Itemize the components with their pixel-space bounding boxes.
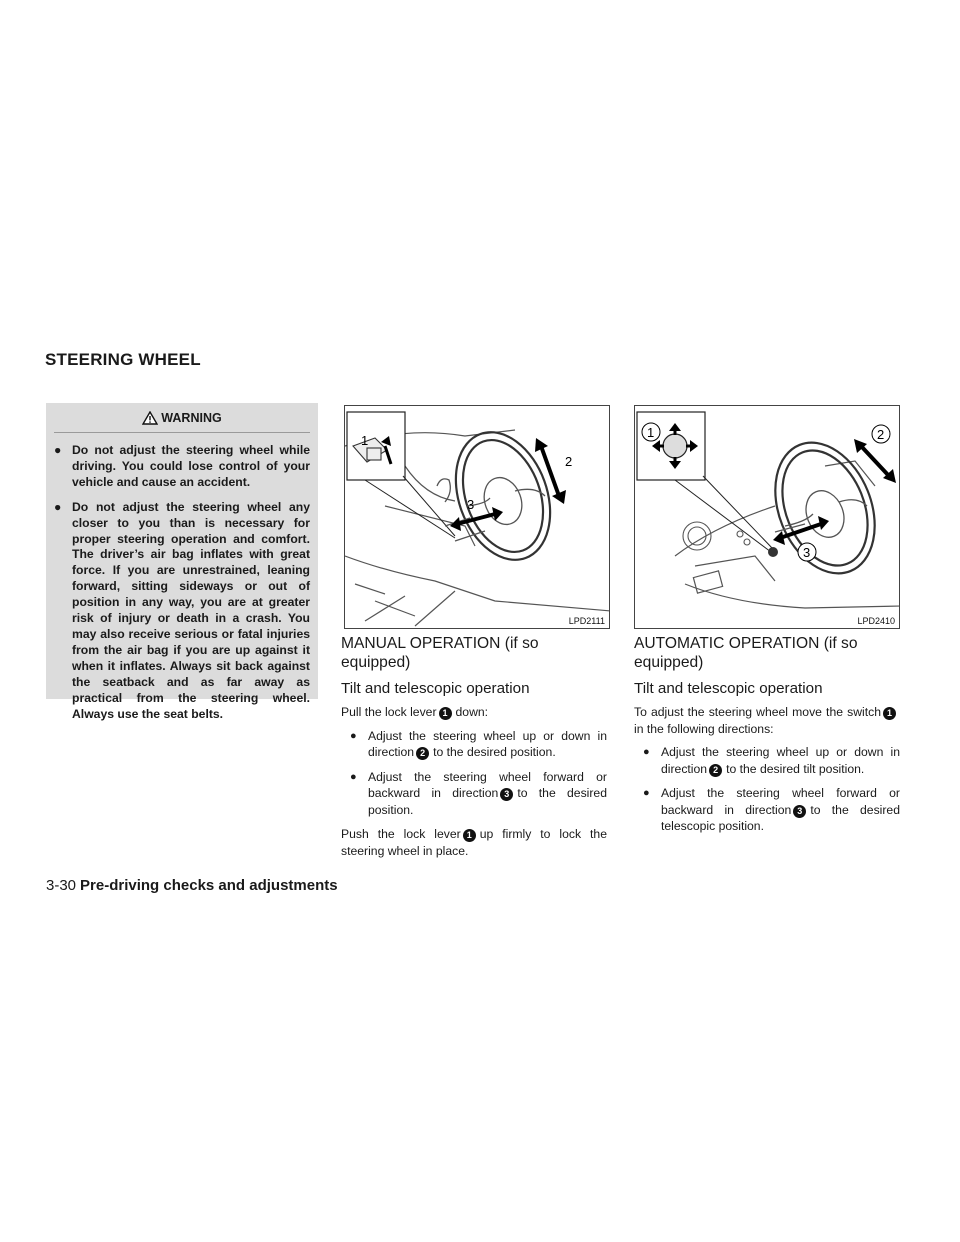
text-run: to the desired tilt position. [726,761,865,776]
text-run: to the desired position. [368,786,607,817]
callout-number-3: 3 [793,805,806,818]
text-run: down: [455,705,489,719]
text-run: Adjust the steering wheel forward or backward in direction [368,769,607,800]
figure-code: LPD2410 [857,616,895,626]
page-footer [46,877,338,894]
automatic-tilt-telescopic-subheading: Tilt and telescopic operation [634,680,823,697]
bullet: ● [643,746,650,758]
callout-1-label: 1 [361,433,369,448]
callout-number-1: 1 [463,829,476,842]
automatic-operation-section [634,634,900,843]
callout-number-2: 2 [416,747,429,760]
manual-steering-drawing [345,406,610,629]
bullet: ● [350,770,357,783]
callout-number-3: 3 [500,788,513,801]
warning-item-text: Do not adjust the steering wheel any closer to you than is necessary for proper steering operation and comfort. The driver’s air bag inflates with great force. If you are unrestrained, leaning forward, sitting sideways or out of position in any way, you are at greater risk of injury or death in a crash. You may also receive serious or fatal injuries from the air bag if you are up against it when it inflates. Always sit back against the seatback and as far away as practical from the steering wheel. Always use the seat belts. [72,499,310,721]
manual-operation-heading: MANUAL OPERATION (if so equipped) [341,635,539,671]
text-run: Pull the lock lever [341,705,437,719]
callout-1 [642,423,660,441]
chapter-title: Pre-driving checks and adjustments [80,877,338,894]
figure-code: LPD2111 [568,616,605,626]
callout-2 [872,425,890,443]
manual-tilt-telescopic-subheading: Tilt and telescopic operation [341,680,530,697]
warning-header [54,411,310,433]
text-run: in the following directions: [634,721,774,736]
manual-steering-illustration [344,405,610,629]
text-run: Adjust the steering wheel forward or backward in direction [661,786,900,817]
bullet-text [368,728,607,761]
callout-2-label: 2 [877,427,885,442]
warning-item-text: Do not adjust the steering wheel while driving. You could lose control of your vehicle and cause an accident. [72,443,310,489]
callout-number-1: 1 [883,707,896,720]
callout-3 [467,497,474,512]
callout-3 [798,543,816,561]
warning-heading: WARNING [161,411,222,425]
callout-3-label: 3 [467,497,475,512]
callout-2 [565,454,572,469]
manual-operation-section [341,634,607,866]
automatic-bullet-2 [634,785,900,835]
section-title: STEERING WHEEL [45,350,201,369]
text-run: Adjust the steering wheel up or down in direction [368,728,607,759]
manual-bullet-1 [341,728,607,761]
bullet: ● [54,443,62,457]
callout-number-2: 2 [709,764,722,777]
automatic-steering-drawing [635,406,900,629]
text-run: Push the lock lever [341,827,461,841]
automatic-operation-heading: AUTOMATIC OPERATION (if so equipped) [634,635,858,671]
text-run: to the desired position. [433,745,556,759]
automatic-bullet-1 [634,744,900,777]
manual-lock-paragraph [341,826,607,859]
manual-bullet-2 [341,769,607,819]
text-run: To adjust the steering wheel move the switch [634,705,881,719]
bullet: ● [643,787,650,799]
warning-item [54,443,310,491]
callout-1-label: 1 [647,425,655,440]
warning-triangle-icon [142,411,158,425]
page-number: 3-30 [46,877,77,894]
callout-1 [361,433,368,448]
text-run: Adjust the steering wheel up or down in direction [661,745,900,776]
automatic-steering-illustration [634,405,900,629]
bullet-text [661,744,900,777]
warning-item [54,500,310,723]
text-run: to the desired telescopic position. [661,802,900,833]
warning-box [46,403,318,721]
bullet: ● [54,499,62,514]
callout-3-label: 3 [803,545,811,560]
bullet-text [661,785,900,835]
manual-intro-paragraph [341,704,607,721]
automatic-intro-paragraph [634,704,900,737]
bullet-text [368,769,607,819]
callout-2-label: 2 [565,454,573,469]
bullet: ● [350,729,357,742]
callout-number-1: 1 [439,707,452,720]
text-run: up firmly to lock the steering wheel in place. [341,827,607,858]
